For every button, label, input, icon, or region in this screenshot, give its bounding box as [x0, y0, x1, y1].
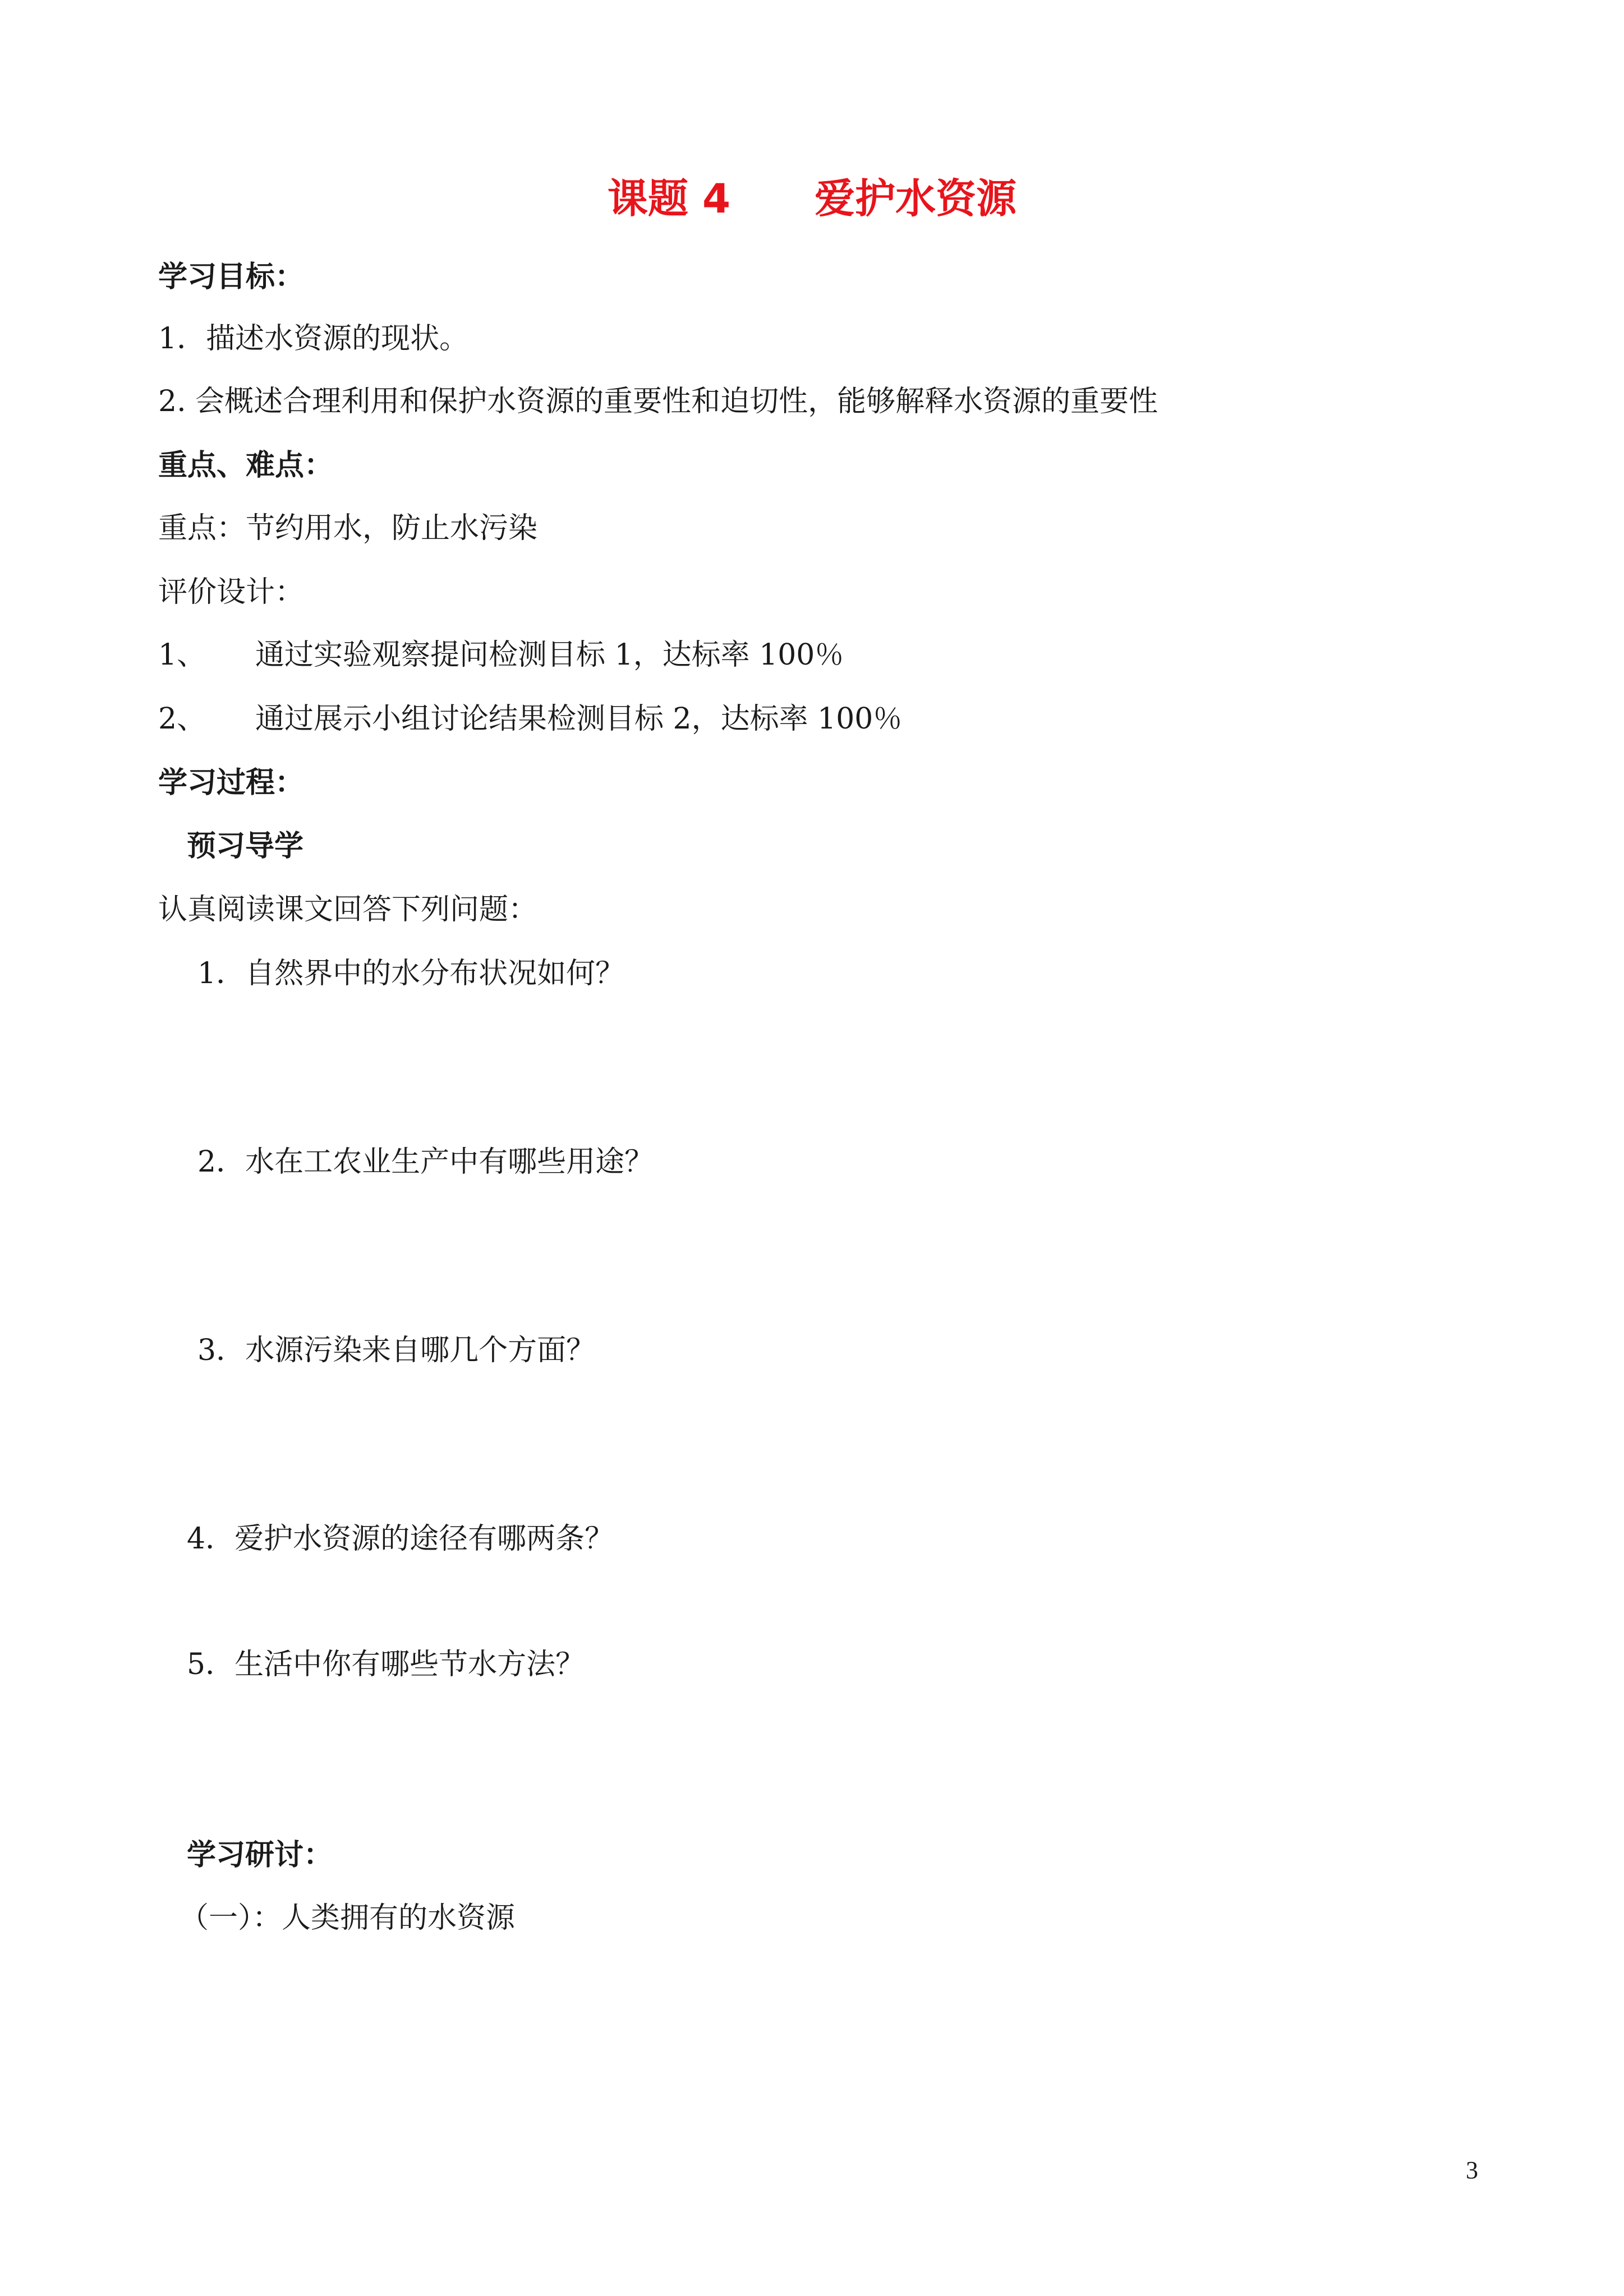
- evaluation-item-2-text: 通过展示小组讨论结果检测目标 2，达标率 100％: [255, 702, 903, 736]
- question-1: 1．自然界中的水分布状况如何？: [197, 957, 625, 990]
- question-3: 3．水源污染来自哪几个方面？: [197, 1334, 596, 1367]
- objectives-heading: 学习目标：: [158, 260, 305, 294]
- evaluation-item-1-text: 通过实验观察提问检测目标 1，达标率 100％: [255, 638, 844, 672]
- page-number: 3: [1466, 2156, 1478, 2184]
- study-section-1: （一）：人类拥有的水资源: [180, 1901, 516, 1935]
- evaluation-heading: 评价设计：: [158, 575, 305, 609]
- preview-instruction: 认真阅读课文回答下列问题：: [158, 893, 538, 926]
- preview-heading: 预习导学: [187, 829, 304, 863]
- objective-item-2: 2. 会概述合理利用和保护水资源的重要性和迫切性，能够解释水资源的重要性: [158, 385, 1158, 418]
- document-title: [0, 175, 1624, 222]
- key-points-text: 重点：节约用水，防止水污染: [158, 511, 538, 545]
- title-lesson-number: 课题 4: [607, 175, 731, 222]
- question-5: 5．生活中你有哪些节水方法？: [187, 1648, 585, 1681]
- question-4: 4．爱护水资源的途径有哪两条？: [187, 1522, 614, 1556]
- process-heading: 学习过程：: [158, 766, 305, 800]
- objective-item-1: 1．描述水资源的现状。: [158, 322, 469, 356]
- study-heading: 学习研讨：: [187, 1838, 333, 1872]
- title-topic: 爱护水资源: [815, 175, 1017, 222]
- evaluation-item-1-number: 1、: [158, 638, 206, 672]
- key-points-heading: 重点、难点：: [158, 449, 334, 482]
- evaluation-item-2-number: 2、: [158, 702, 206, 736]
- question-2: 2．水在工农业生产中有哪些用途？: [197, 1145, 654, 1179]
